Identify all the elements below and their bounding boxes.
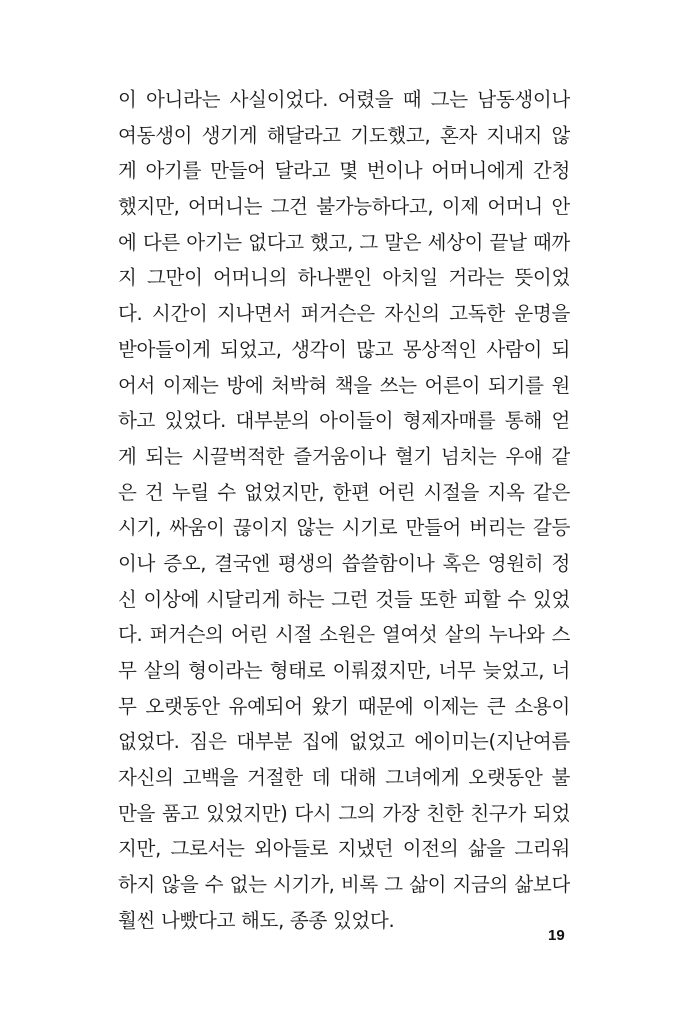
text-line: 했지만, 어머니는 그건 불가능하다고, 이제 어머니 안: [118, 195, 570, 219]
text-line: 은 건 누릴 수 없었지만, 한편 어린 시절을 지옥 같은: [118, 480, 570, 504]
text-line: 여동생이 생기게 해달라고 기도했고, 혼자 지내지 않: [118, 123, 570, 147]
text-line: 시기, 싸움이 끊이지 않는 시기로 만들어 버리는 갈등: [118, 516, 570, 540]
text-line: 받아들이게 되었고, 생각이 많고 몽상적인 사람이 되: [118, 337, 570, 361]
text-line: 지 그만이 어머니의 하나뿐인 아치일 거라는 뜻이었: [118, 266, 570, 290]
text-line: 게 아기를 만들어 달라고 몇 번이나 어머니에게 간청: [118, 159, 570, 183]
text-line: 지만, 그로서는 외아들로 지냈던 이전의 삶을 그리워: [118, 837, 570, 861]
text-line: 하지 않을 수 없는 시기가, 비록 그 삶이 지금의 삶보다: [118, 873, 570, 897]
text-line: 다. 시간이 지나면서 퍼거슨은 자신의 고독한 운명을: [118, 302, 570, 326]
body-text: [118, 82, 570, 939]
text-line: 만을 품고 있었지만) 다시 그의 가장 친한 친구가 되었: [118, 801, 570, 825]
text-line: 자신의 고백을 거절한 데 대해 그녀에게 오랫동안 불: [118, 766, 570, 790]
text-line: 무 살의 형이라는 형태로 이뤄졌지만, 너무 늦었고, 너: [118, 659, 570, 682]
text-line: 훨씬 나빴다고 해도, 종종 있었다.: [118, 908, 395, 932]
text-line: 신 이상에 시달리게 하는 그런 것들 또한 피할 수 있었: [118, 587, 570, 611]
text-line: 무 오랫동안 유예되어 왔기 때문에 이제는 큰 소용이: [118, 694, 570, 718]
text-line: 없었다. 짐은 대부분 집에 없었고 에이미는(지난여름: [118, 730, 570, 754]
text-line: 에 다른 아기는 없다고 했고, 그 말은 세상이 끝날 때까: [118, 230, 570, 254]
text-line: 이 아니라는 사실이었다. 어렸을 때 그는 남동생이나: [118, 88, 570, 111]
text-line: 게 되는 시끌벅적한 즐거움이나 혈기 넘치는 우애 같: [118, 444, 570, 468]
text-line: 하고 있었다. 대부분의 아이들이 형제자매를 통해 얻: [118, 409, 570, 433]
text-line: 어서 이제는 방에 처박혀 책을 쓰는 어른이 되기를 원: [118, 373, 570, 397]
text-line: 이나 증오, 결국엔 평생의 씁쓸함이나 혹은 영원히 정: [118, 551, 570, 575]
page-number: 19: [548, 927, 565, 944]
text-line: 다. 퍼거슨의 어린 시절 소원은 열여섯 살의 누나와 스: [118, 623, 570, 647]
